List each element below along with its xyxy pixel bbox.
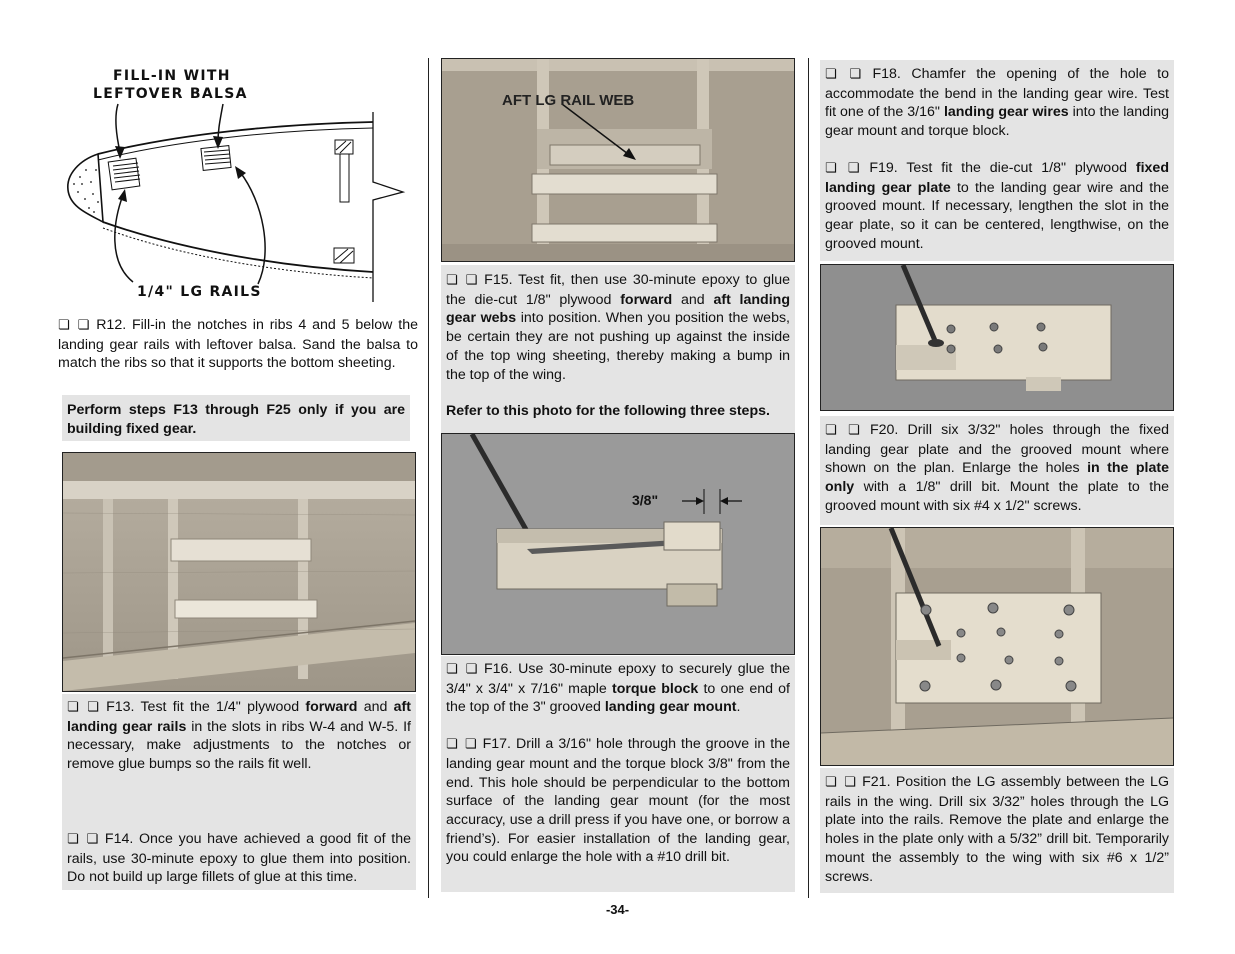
step-f13-bold-1: forward — [305, 699, 358, 715]
diagram-label-fill-2: LEFTOVER BALSA — [93, 86, 248, 102]
column-divider-right — [808, 58, 809, 898]
step-f16-bold-2: landing gear mount — [604, 699, 737, 716]
step-f13-text-c: and — [357, 699, 394, 715]
step-f13-text-a: F13. Test fit the 1/4" plywood — [106, 699, 306, 715]
step-f20-text-c: with a 1/8" drill bit. Mount the plate to the grooved mount with six #4 x 1/2" screws. — [825, 479, 1169, 514]
step-f16-bold-1: torque block — [611, 680, 699, 697]
fixed-gear-note — [62, 395, 410, 441]
step-f18-bold-1: landing gear wires — [943, 104, 1069, 121]
step-f14 — [67, 830, 411, 887]
photo-label-dimension: 3/8" — [632, 492, 659, 508]
step-f13 — [67, 698, 411, 774]
step-f16-text-d: . — [736, 699, 741, 716]
step-f15-box — [441, 265, 795, 436]
photo-torque-block — [441, 433, 795, 655]
step-f19-text-a: F19. Test fit the die-cut 1/8" plywood — [869, 159, 1136, 176]
step-f20-box — [820, 416, 1174, 525]
step-f19-text-c: to the landing gear wire and the grooved mount. If necessary, lengthen the slot in the gear plate, so it can be centered, lengthwise, on the grooved mount. — [825, 179, 1169, 252]
step-f13-bold-2: aft landing gear rails — [67, 699, 411, 735]
step-f15-text-a: F15. Test fit, then use 30-minute epoxy to glue the die-cut 1/8" plywood — [446, 272, 790, 308]
refer-note — [446, 402, 790, 421]
checkbox-icon[interactable]: ❏ ❏ — [825, 67, 862, 82]
step-f19 — [825, 159, 1169, 254]
steps-f13-f14 — [62, 694, 416, 890]
fixed-gear-note-text: Perform steps F13 through F25 only if you are building fixed gear. — [67, 402, 405, 437]
checkbox-icon[interactable]: ❏ ❏ — [67, 832, 100, 847]
diagram-label-rails: 1/4" LG RAILS — [137, 284, 262, 300]
step-f16-text-c: to one end of the top of the 3" grooved — [446, 680, 790, 716]
step-f15-text-d: into position. When you position the webs, be certain they are not pushing up against the inside of the top wing sheeting, thereby making a bump in the top of the wing. — [446, 310, 790, 383]
checkbox-icon[interactable]: ❏ ❏ — [446, 662, 479, 677]
step-f14-text: F14. Once you have achieved a good fit of the rails, use 30-minute epoxy to glue them into position. Do not build up large fillets of glue at this time. — [67, 831, 411, 886]
step-f21-text: F21. Position the LG assembly between the LG rails in the wing. Drill six 3/32” holes through the LG plate into the rails. Remove the plate and enlarge the holes in the plate only with a 5/32” drill bit. Temporarily mount the assembly to the wing with six #6 x 1/2” screws. — [825, 774, 1169, 885]
step-f19-bold-1: fixed landing gear plate — [825, 159, 1169, 196]
step-r12 — [58, 316, 418, 373]
step-f13-text-d: in the slots in ribs W-4 and W-5. If necessary, make adjustments to the notches or remove glue bumps so the rails fit well. — [67, 718, 412, 773]
checkbox-icon[interactable]: ❏ ❏ — [825, 775, 857, 790]
page-number: -34- — [605, 902, 630, 917]
step-f20 — [825, 421, 1169, 516]
diagram-label-fill-1: FILL-IN WITH — [113, 68, 231, 84]
step-r12-text: R12. Fill-in the notches in ribs 4 and 5 below the landing gear rails with leftover balsa. Sand the balsa to match the ribs so that it supports the bottom sheeting. — [58, 317, 418, 372]
step-f17 — [446, 735, 790, 867]
checkbox-icon[interactable]: ❏ ❏ — [58, 318, 91, 333]
checkbox-icon[interactable]: ❏ ❏ — [446, 737, 478, 753]
step-f17-text: F17. Drill a 3/16" hole through the groove in the landing gear mount and the torque block 3/8" from the end. This hole should be perpendicular to the bottom surface of the landing gear mount (for the most accuracy, use a drill press if you have one, or borrow a friend’s). For easier installation of the landing gear, you could enlarge the hole with a #10 drill bit. — [446, 736, 790, 866]
steps-f18-f19 — [820, 60, 1174, 261]
column-divider-left — [428, 58, 429, 898]
checkbox-icon[interactable]: ❏ ❏ — [67, 700, 100, 715]
step-f16 — [446, 660, 790, 717]
checkbox-icon[interactable]: ❏ ❏ — [825, 423, 861, 438]
step-f15-bold-2: aft landing gear webs — [446, 291, 790, 327]
step-f15 — [446, 271, 790, 384]
step-f20-text-a: F20. Drill six 3/32" holes through the fixed landing gear plate and the grooved mount where shown on the plan. Enlarge the holes — [825, 422, 1169, 477]
photo-gear-plate — [820, 264, 1174, 411]
step-f21-box — [820, 768, 1174, 893]
photo-lg-rails — [62, 452, 416, 692]
step-f21 — [825, 773, 1169, 886]
checkbox-icon[interactable]: ❏ ❏ — [825, 160, 861, 176]
step-f18-text-a: F18. Chamfer the opening of the hole to accommodate the bend in the landing gear wire. Test fit one of the 3/16" — [825, 66, 1169, 121]
photo-label-aft-lg-rail-web: AFT LG RAIL WEB — [502, 92, 635, 109]
refer-note-text: Refer to this photo for the following three steps. — [446, 403, 770, 420]
photo-aft-lg-rail-web — [441, 58, 795, 262]
step-f15-text-c: and — [672, 291, 714, 308]
steps-f16-f17 — [441, 656, 795, 892]
step-f18 — [825, 65, 1169, 141]
step-f20-bold-1: in the plate only — [825, 460, 1169, 496]
step-f18-text-c: into the landing gear mount and torque block. — [825, 104, 1170, 140]
step-f15-bold-1: forward — [620, 291, 673, 308]
step-f16-text-a: F16. Use 30-minute epoxy to securely glue the 3/4" x 3/4" x 7/16" maple — [446, 661, 790, 697]
checkbox-icon[interactable]: ❏ ❏ — [446, 273, 479, 288]
photo-lg-assembly — [820, 527, 1174, 766]
